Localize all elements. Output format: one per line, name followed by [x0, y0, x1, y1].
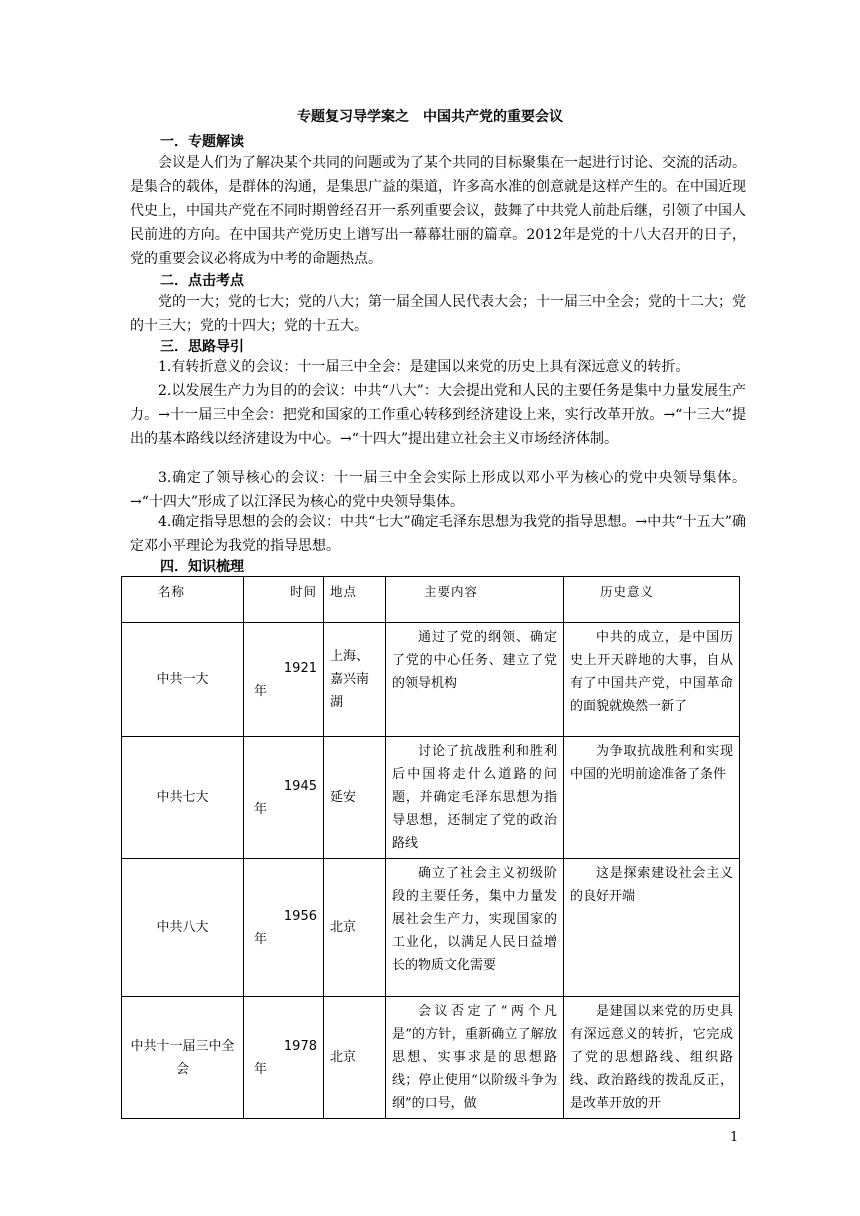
- row-year: [244, 859, 324, 997]
- row-meaning: 这是探索建设社会主义的良好开端: [564, 859, 740, 997]
- table-row: [122, 997, 740, 1119]
- row-place: 北京: [324, 859, 386, 997]
- section-heading-1: 一．专题解读: [160, 134, 244, 150]
- table-row: [122, 859, 740, 997]
- guide-item-3: 3.确定了领导核心的会议：十一届三中全会实际上形成以邓小平为核心的党中央领导集体。→“十四大”形成了以江泽民为核心的党中央领导集体。: [130, 470, 746, 510]
- row-place: 北京: [324, 997, 386, 1119]
- header-meaning: 历史意义: [564, 577, 740, 623]
- table-header-row: [122, 577, 740, 623]
- row-content: 通过了党的纲领、确定了党的中心任务、建立了党的领导机构: [386, 623, 564, 737]
- guide-item-1: 1.有转折意义的会议：十一届三中全会：是建国以来党的历史上具有深远意义的转折。: [158, 359, 690, 375]
- section-heading-3: 三．思路导引: [160, 339, 244, 355]
- header-content: 主要内容: [386, 577, 564, 623]
- section-heading-2: 二．点击考点: [160, 273, 244, 289]
- row-year: [244, 623, 324, 737]
- row-year-number: 1978: [283, 1038, 317, 1054]
- section-heading-4: 四．知识梳理: [160, 559, 244, 575]
- page-number: 1: [730, 1130, 739, 1145]
- guide-item-4: 4.确定指导思想的会的会议：中共“七大”确定毛泽东思想为我党的指导思想。→中共“十五大”确定邓小平理论为我党的指导思想。: [130, 514, 746, 554]
- row-content: 确立了社会主义初级阶段的主要任务，集中力量发展社会生产力，实现国家的工业化，以满足人民日益增长的物质文化需要: [386, 859, 564, 997]
- document-title: 专题复习导学案之 中国共产党的重要会议: [297, 109, 563, 125]
- row-year-number: 1956: [283, 908, 317, 924]
- row-meaning: 是建国以来党的历史具有深远意义的转折，它完成了党的思想路线、组织路线、政治路线的拨乱反正，是改革开放的开: [564, 997, 740, 1119]
- row-year-unit: 年: [254, 683, 268, 699]
- meetings-table: [121, 576, 740, 1119]
- row-meaning: 中共的成立，是中国历史上开天辟地的大事，自从有了中国共产党，中国革命的面貌就焕然一新了: [564, 623, 740, 737]
- row-meaning: 为争取抗战胜利和实现中国的光明前途准备了条件: [564, 737, 740, 859]
- row-year-unit: 年: [254, 1061, 268, 1077]
- row-place: 上海、嘉兴南湖: [324, 623, 386, 737]
- header-time: 时间: [244, 577, 324, 623]
- table-row: [122, 623, 740, 737]
- row-name: 中共一大: [122, 623, 244, 737]
- header-name: 名称: [122, 577, 244, 623]
- row-name: 中共八大: [122, 859, 244, 997]
- section-paragraph-1: 会议是人们为了解决某个共同的问题或为了某个共同的目标聚集在一起进行讨论、交流的活动。是集合的载体，是群体的沟通，是集思广益的渠道，许多高水准的创意就是这样产生的。在中国近现代史上，中国共产党在不同时期曾经召开一系列重要会议，鼓舞了中共党人前赴后继，引领了中国人民前进的方向。在中国共产党历史上谱写出一幕幕壮丽的篇章。2012年是党的十八大召开的日子，党的重要会议必将成为中考的命题热点。: [130, 155, 746, 267]
- row-year: [244, 737, 324, 859]
- row-year-unit: 年: [254, 801, 268, 817]
- table-row: [122, 737, 740, 859]
- header-place: 地点: [324, 577, 386, 623]
- row-year-number: 1945: [283, 778, 317, 794]
- guide-item-2: 2.以发展生产力为目的的会议：中共“八大”：大会提出党和人民的主要任务是集中力量发展生产力。→十一届三中全会：把党和国家的工作重心转移到经济建设上来，实行改革开放。→“十三大”提出的基本路线以经济建设为中心。→“十四大”提出建立社会主义市场经济体制。: [130, 383, 746, 447]
- row-year: [244, 997, 324, 1119]
- row-content: 会议否定了“两个凡是”的方针，重新确立了解放思想、实事求是的思想路线；停止使用“以阶级斗争为纲”的口号，做: [386, 997, 564, 1119]
- section-paragraph-2: 党的一大；党的七大；党的八大；第一届全国人民代表大会；十一届三中全会；党的十二大；党的十三大；党的十四大；党的十五大。: [130, 294, 746, 334]
- row-place: 延安: [324, 737, 386, 859]
- row-name: 中共十一届三中全会: [122, 997, 244, 1119]
- row-name: 中共七大: [122, 737, 244, 859]
- row-year-number: 1921: [283, 660, 317, 676]
- row-year-unit: 年: [254, 931, 268, 947]
- row-content: 讨论了抗战胜利和胜利后中国将走什么道路的问题，并确定毛泽东思想为指导思想，还制定了党的政治路线: [386, 737, 564, 859]
